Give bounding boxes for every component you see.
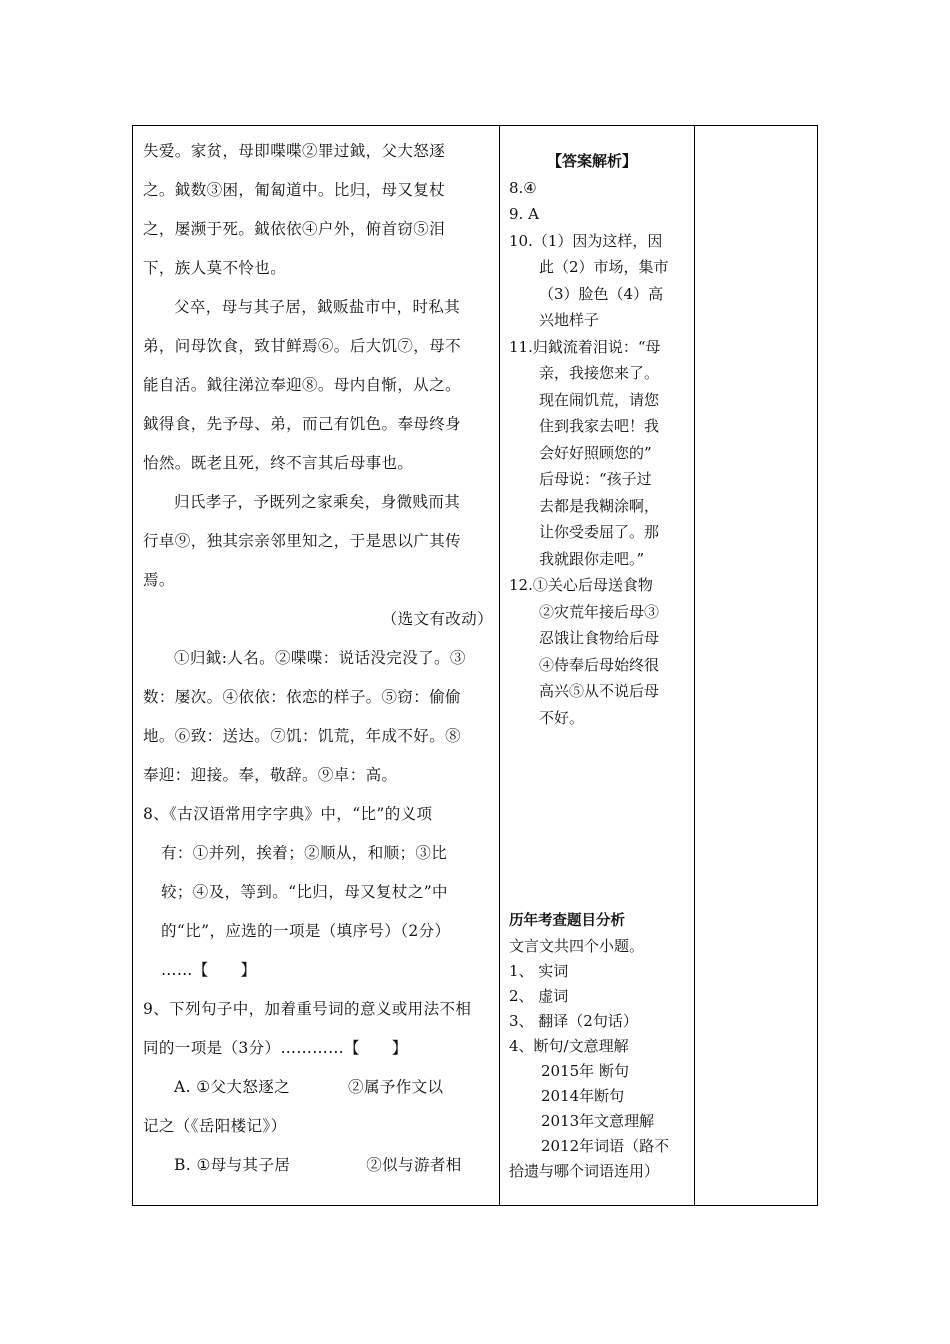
answer-line: ④侍奉后母始终很 — [539, 655, 660, 674]
answer-line: 12.①关心后母送食物 — [509, 576, 653, 594]
answer-line: 兴地样子 — [539, 311, 600, 329]
answer-line: ②灾荒年接后母③ — [539, 602, 660, 621]
worksheet-table — [132, 125, 818, 1206]
analysis-year: 2014年断句 — [541, 1087, 625, 1105]
passage-line: 之。鉞数③困，匍匐道中。比归，母又复杖 — [143, 181, 446, 199]
option-b-left: B. ①母与其子居 — [174, 1156, 291, 1174]
passage-line: 父卒，母与其子居，鉞贩盐市中，时私其 — [174, 298, 461, 316]
answer-line: 高兴⑤从不说后母 — [539, 682, 660, 700]
passage-line: 下，族人莫不怜也。 — [143, 259, 287, 277]
question-8-line: 8、《古汉语常用字字典》中，“比”的义项 — [143, 805, 433, 823]
footnote-line: 地。⑥致：送达。⑦饥：饥荒，年成不好。⑧ — [143, 727, 462, 745]
passage-line: 怡然。既老且死，终不言其后母事也。 — [143, 454, 414, 472]
analysis-year: 2012年词语（路不 — [541, 1137, 670, 1155]
question-8-blank: ……【 】 — [161, 961, 257, 979]
analysis-year-cont: 拾遗与哪个词语连用） — [509, 1162, 660, 1180]
footnote-line: 数：屡次。④依依：依恋的样子。⑤窃：偷偷 — [143, 688, 462, 706]
passage-line: 之，屡濒于死。鉞依依④户外，俯首窃⑤泪 — [143, 220, 446, 238]
answer-line: 忍饿让食物给后母 — [539, 629, 660, 647]
option-a-right: ②属予作文以 — [348, 1078, 444, 1096]
passage-line: 焉。 — [143, 571, 175, 589]
column-divider-1 — [499, 126, 500, 1205]
answer-line: 去都是我糊涂啊， — [539, 496, 660, 515]
analysis-item: 4、断句/文意理解 — [509, 1037, 629, 1055]
answers-heading: 【答案解析】 — [546, 152, 637, 170]
answer-line: 亲，我接您来了。 — [539, 364, 660, 382]
question-9-line: 9、下列句子中，加着重号词的意义或用法不相 — [143, 1000, 472, 1018]
column-divider-2 — [694, 126, 695, 1205]
question-9-line: 同的一项是（3分）…………【 】 — [143, 1039, 408, 1057]
answer-line: 9. A — [509, 205, 539, 223]
passage-line: 归氏孝子，予既列之家乘矣，身微贱而其 — [174, 493, 461, 511]
passage-line: 弟，问母饮食，致甘鲜焉⑥。后大饥⑦，母不 — [143, 337, 462, 355]
answer-line: 现在闹饥荒，请您 — [539, 390, 660, 409]
answer-line: 让你受委屈了。那 — [539, 523, 660, 541]
answer-line: 11.归鉞流着泪说：“母 — [509, 337, 661, 356]
footnote-line: ①归鉞:人名。②喋喋：说话没完没了。③ — [174, 649, 466, 667]
analysis-item: 1、 实词 — [509, 962, 569, 980]
source-note: （选文有改动） — [381, 610, 493, 628]
analysis-title: 历年考查题目分析 — [509, 913, 625, 929]
analysis-item: 2、 虚词 — [509, 987, 569, 1005]
answer-line: 此（2）市场，集市 — [539, 258, 669, 276]
analysis-year: 2013年文意理解 — [541, 1112, 655, 1130]
option-b-right: ②似与游者相 — [366, 1156, 462, 1174]
question-8-line: 较；④及，等到。“比归，母又复杖之”中 — [161, 883, 448, 901]
option-b-line — [143, 1146, 493, 1185]
question-8-line: 的“比”，应选的一项是（填序号）（2分） — [161, 922, 451, 940]
passage-line: 鉞得食，先予母、弟，而己有饥色。奉母终身 — [143, 415, 462, 433]
footnote-line: 奉迎：迎接。奉，敬辞。⑨卓：高。 — [143, 766, 398, 784]
option-a-cont: 记之（《岳阳楼记》） — [143, 1117, 287, 1135]
passage-line: 行卓⑨，独其宗亲邻里知之，于是思以广其传 — [143, 532, 462, 550]
question-8-line: 有：①并列，挨着；②顺从，和顺；③比 — [161, 844, 448, 862]
passage-line: 失爱。家贫，母即喋喋②罪过鉞，父大怒逐 — [143, 142, 446, 160]
option-a-line — [143, 1068, 493, 1107]
passage-line: 能自活。鉞往涕泣奉迎⑧。母内自惭，从之。 — [143, 376, 462, 394]
answer-line: 后母说：“孩子过 — [539, 470, 652, 488]
answer-line: 我就跟你走吧。” — [539, 549, 645, 568]
analysis-intro: 文言文共四个小题。 — [509, 937, 645, 955]
exam-analysis — [509, 909, 693, 1184]
analysis-item: 3、 翻译（2句话） — [509, 1012, 638, 1030]
answer-line: 8.④ — [509, 178, 537, 197]
answer-line: （3）脸色（4）高 — [539, 284, 664, 303]
analysis-year: 2015年 断句 — [541, 1062, 629, 1080]
passage-column — [143, 132, 493, 1185]
answer-line: 10.（1）因为这样，因 — [509, 231, 663, 250]
answers-column — [509, 148, 689, 731]
answer-line: 住到我家去吧！我 — [539, 417, 660, 435]
answer-line: 不好。 — [539, 708, 585, 727]
option-a-left: A. ①父大怒逐之 — [174, 1078, 291, 1096]
answer-line: 会好好照顾您的” — [539, 443, 652, 462]
